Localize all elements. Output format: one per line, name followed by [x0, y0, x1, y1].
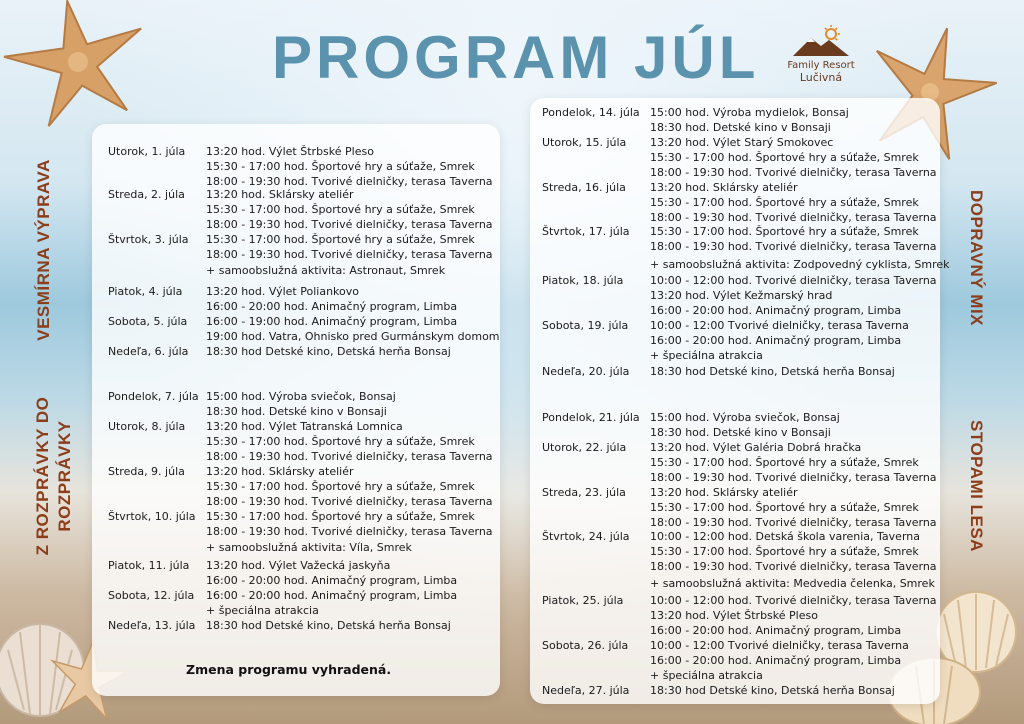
event-line: 16:00 - 20:00 hod. Animačný program, Limba [650, 334, 902, 347]
day-label: Utorok, 1. júla [108, 145, 186, 158]
event-line: 13:20 hod. Výlet Galéria Dobrá hračka [650, 441, 862, 454]
event-line: 15:30 - 17:00 hod. Športové hry a súťaže, Smrek [650, 225, 919, 238]
event-line: 16:00 - 20:00 hod. Animačný program, Limba [206, 574, 458, 587]
event-line: + špeciálna atrakcia [206, 604, 319, 617]
event-line: 13:20 hod. Sklársky ateliér [650, 486, 798, 499]
event-line: 18:00 - 19:30 hod. Tvorivé dielničky, terasa Taverna [650, 560, 937, 573]
event-line: 10:00 - 12:00 hod. Tvorivé dielničky, terasa Taverna [650, 594, 937, 607]
event-line: + špeciálna atrakcia [650, 349, 763, 362]
day-label: Sobota, 19. júla [542, 319, 629, 332]
day-label: Nedeľa, 20. júla [542, 365, 630, 378]
day-label: Pondelok, 7. júla [108, 390, 199, 403]
event-line: 18:30 hod. Detské kino v Bonsaji [650, 121, 831, 134]
event-line: 16:00 - 20:00 hod. Animačný program, Limba [206, 300, 458, 313]
event-line: 16:00 - 20:00 hod. Animačný program, Limba [650, 654, 902, 667]
event-line: 15:30 - 17:00 hod. Športové hry a súťaže, Smrek [206, 203, 475, 216]
event-line: 18:00 - 19:30 hod. Tvorivé dielničky, terasa Taverna [650, 240, 937, 253]
event-line: 13:20 hod. Výlet Starý Smokovec [650, 136, 834, 149]
event-line: 18:30 hod Detské kino, Detská herňa Bonsaj [206, 345, 451, 358]
side-label-dopravny-mix: DOPRAVNÝ MIX [967, 189, 986, 327]
day-label: Streda, 16. júla [542, 181, 626, 194]
event-line: 13:20 hod. Výlet Važecká jaskyňa [206, 559, 391, 572]
side-label-stopami-lesa: STOPAMI LESA [967, 420, 986, 552]
event-line: 15:30 - 17:00 hod. Športové hry a súťaže, Smrek [650, 545, 919, 558]
event-line: 18:00 - 19:30 hod. Tvorivé dielničky, terasa Taverna [206, 175, 493, 188]
event-line: 15:30 - 17:00 hod. Športové hry a súťaže, Smrek [650, 456, 919, 469]
day-label: Sobota, 5. júla [108, 315, 188, 328]
event-line: 13:20 hod. Výlet Kežmarský hrad [650, 289, 833, 302]
event-line: 15:30 - 17:00 hod. Športové hry a súťaže, Smrek [206, 233, 475, 246]
event-line: 15:00 hod. Výroba sviečok, Bonsaj [650, 411, 840, 424]
event-line: 18:30 hod. Detské kino v Bonsaji [650, 426, 831, 439]
event-line: 16:00 - 20:00 hod. Animačný program, Limba [650, 624, 902, 637]
day-label: Streda, 23. júla [542, 486, 626, 499]
day-label: Piatok, 25. júla [542, 594, 624, 607]
logo-line-1: Family Resort [787, 60, 855, 71]
day-label: Štvrtok, 10. júla [108, 510, 196, 523]
event-line: 18:00 - 19:30 hod. Tvorivé dielničky, terasa Taverna [206, 450, 493, 463]
day-label: Piatok, 11. júla [108, 559, 190, 572]
program-change-note: Zmena programu vyhradená. [186, 662, 392, 677]
event-line: 15:30 - 17:00 hod. Športové hry a súťaže, Smrek [650, 196, 919, 209]
day-label: Piatok, 4. júla [108, 285, 183, 298]
event-line: 18:00 - 19:30 hod. Tvorivé dielničky, terasa Taverna [650, 166, 937, 179]
event-line: 15:30 - 17:00 hod. Športové hry a súťaže, Smrek [206, 480, 475, 493]
event-line: 16:00 - 20:00 hod. Animačný program, Limba [650, 304, 902, 317]
event-line: 15:30 - 17:00 hod. Športové hry a súťaže, Smrek [206, 160, 475, 173]
event-line: 18:30 hod Detské kino, Detská herňa Bonsaj [650, 684, 895, 697]
event-line: 10:00 - 12:00 Tvorivé dielničky, terasa Taverna [650, 319, 909, 332]
day-label: Streda, 9. júla [108, 465, 185, 478]
event-line: 15:00 hod. Výroba mydielok, Bonsaj [650, 106, 849, 119]
event-line: 18:00 - 19:30 hod. Tvorivé dielničky, terasa Taverna [650, 471, 937, 484]
day-label: Utorok, 15. júla [542, 136, 627, 149]
day-label: Streda, 2. júla [108, 188, 185, 201]
event-line: 18:00 - 19:30 hod. Tvorivé dielničky, terasa Taverna [206, 495, 493, 508]
event-line: + samoobslužná aktivita: Zodpovedný cyklista, Smrek [650, 258, 950, 271]
side-label-line-2: ROZPRÁVKY [55, 420, 74, 532]
event-line: 18:00 - 19:30 hod. Tvorivé dielničky, terasa Taverna [650, 516, 937, 529]
day-label: Nedeľa, 27. júla [542, 684, 630, 697]
day-label: Nedeľa, 6. júla [108, 345, 189, 358]
event-line: 13:20 hod. Sklársky ateliér [206, 465, 354, 478]
day-label: Nedeľa, 13. júla [108, 619, 196, 632]
event-line: 10:00 - 12:00 hod. Tvorivé dielničky, terasa Taverna [650, 274, 937, 287]
event-line: 10:00 - 12:00 Tvorivé dielničky, terasa Taverna [650, 639, 909, 652]
event-line: 18:00 - 19:30 hod. Tvorivé dielničky, terasa Taverna [206, 525, 493, 538]
event-line: 15:30 - 17:00 hod. Športové hry a súťaže, Smrek [650, 501, 919, 514]
event-line: 18:00 - 19:30 hod. Tvorivé dielničky, terasa Taverna [206, 218, 493, 231]
event-line: + samoobslužná aktivita: Astronaut, Smrek [206, 264, 446, 277]
side-label-line-1: Z ROZPRÁVKY DO [33, 396, 52, 556]
event-line: 13:20 hod. Výlet Poliankovo [206, 285, 359, 298]
day-label: Piatok, 18. júla [542, 274, 624, 287]
event-line: 15:30 - 17:00 hod. Športové hry a súťaže, Smrek [206, 510, 475, 523]
day-label: Pondelok, 21. júla [542, 411, 640, 424]
event-line: + špeciálna atrakcia [650, 669, 763, 682]
event-line: + samoobslužná aktivita: Víla, Smrek [206, 541, 412, 554]
event-line: 18:00 - 19:30 hod. Tvorivé dielničky, terasa Taverna [650, 211, 937, 224]
day-label: Štvrtok, 24. júla [542, 530, 630, 543]
event-line: 18:30 hod Detské kino, Detská herňa Bonsaj [650, 365, 895, 378]
event-line: 16:00 - 19:00 hod. Animačný program, Limba [206, 315, 458, 328]
event-line: 18:00 - 19:30 hod. Tvorivé dielničky, terasa Taverna [206, 248, 493, 261]
day-label: Utorok, 8. júla [108, 420, 186, 433]
event-line: 18:30 hod Detské kino, Detská herňa Bonsaj [206, 619, 451, 632]
event-line: 15:30 - 17:00 hod. Športové hry a súťaže, Smrek [206, 435, 475, 448]
day-label: Štvrtok, 3. júla [108, 233, 189, 246]
day-label: Sobota, 26. júla [542, 639, 629, 652]
event-line: 13:20 hod. Výlet Tatranská Lomnica [206, 420, 403, 433]
event-line: 13:20 hod. Výlet Štrbské Pleso [650, 609, 818, 622]
side-label-z-rozpravky [32, 397, 76, 556]
day-label: Utorok, 22. júla [542, 441, 627, 454]
event-line: 18:30 hod. Detské kino v Bonsaji [206, 405, 387, 418]
event-line: 13:20 hod. Sklársky ateliér [206, 188, 354, 201]
resort-logo [786, 24, 856, 84]
day-label: Sobota, 12. júla [108, 589, 195, 602]
event-line: 19:00 hod. Vatra, Ohnisko pred Gurmánskym domom [206, 330, 500, 343]
event-line: 16:00 - 20:00 hod. Animačný program, Limba [206, 589, 458, 602]
day-label: Pondelok, 14. júla [542, 106, 640, 119]
day-label: Štvrtok, 17. júla [542, 225, 630, 238]
page-title: PROGRAM JÚL [272, 24, 760, 91]
event-line: 15:00 hod. Výroba sviečok, Bonsaj [206, 390, 396, 403]
event-line: + samoobslužná aktivita: Medvedia čelenka, Smrek [650, 577, 935, 590]
logo-line-2: Lučivná [799, 71, 843, 84]
side-label-vesmirna-vyprava: VESMÍRNA VÝPRAVA [34, 159, 53, 341]
sun-mountain-logo-icon [791, 24, 851, 58]
event-line: 13:20 hod. Výlet Štrbské Pleso [206, 145, 374, 158]
event-line: 13:20 hod. Sklársky ateliér [650, 181, 798, 194]
event-line: 15:30 - 17:00 hod. Športové hry a súťaže, Smrek [650, 151, 919, 164]
event-line: 10:00 - 12:00 hod. Detská škola varenia, Taverna [650, 530, 920, 543]
